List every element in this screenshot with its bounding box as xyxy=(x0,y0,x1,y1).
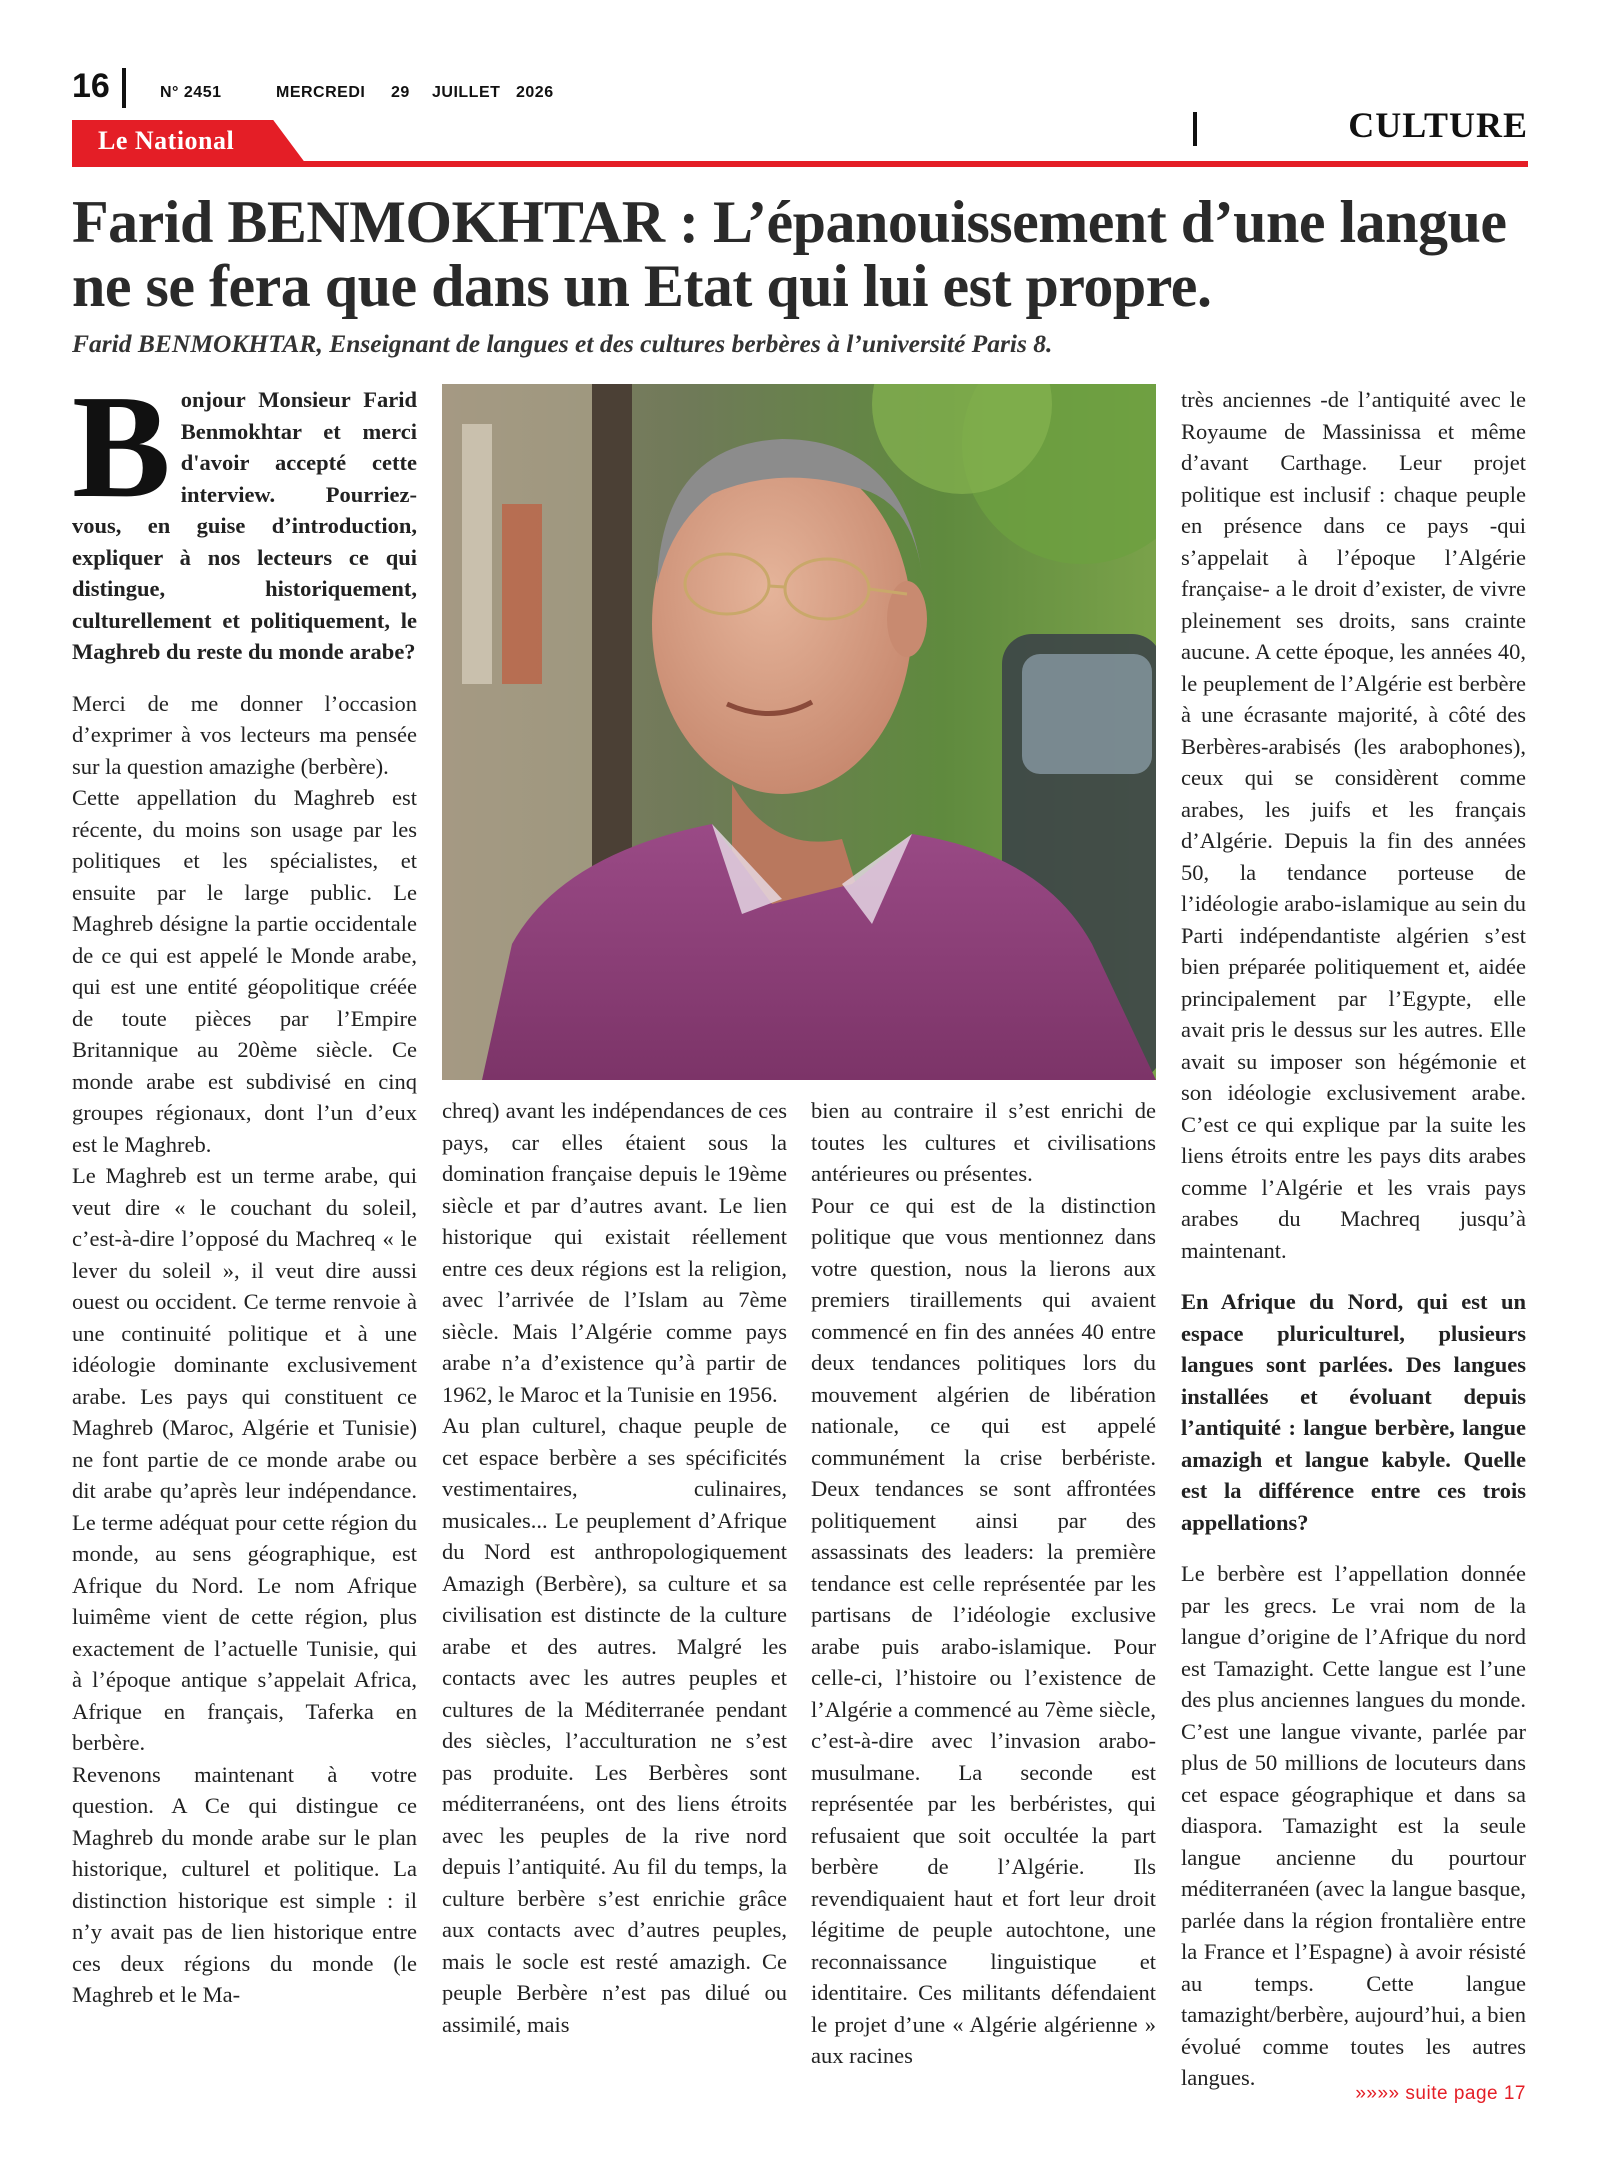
header-rule xyxy=(72,161,1528,167)
column-1 xyxy=(72,365,417,2011)
answer-paragraph: Le berbère est l’appellation donnée par les grecs. Le vrai nom de la langue d’origine de l’Afrique du nord est Tamazight. Cette langue est l’une des plus anciennes langues du monde. C’est une langue vivante, parlée par plus de 50 millions de locuteurs dans cet espace géographique et dans sa diaspora. Tamazight est la seule langue ancienne du pourtour méditerranéen (avec la langue basque, parlée dans la région frontalière entre la France et l’Espagne) à avoir résisté au temps. Cette langue tamazight/berbère, aujourd’hui, a bien évolué comme toutes les autres langues. xyxy=(1181,1561,1526,2090)
date-month: JUILLET xyxy=(432,84,501,101)
question-1 xyxy=(72,365,417,668)
paragraph: Revenons maintenant à votre question. A Ce qui distingue ce Maghreb du monde arabe sur le plan historique, culturel et politique. La distinction historique est simple : il n’y avait pas de lien historique entre ces deux régions du monde (le Maghreb et le Ma- xyxy=(72,1761,417,2007)
date-day-name: MERCREDI xyxy=(276,84,366,101)
brand-name: Le National xyxy=(98,126,235,155)
paragraph: Cette appellation du Maghreb est récente, du moins son usage par les politiques et les spécialistes, et ensuite par le large public. Le Maghreb désigne la partie occidentale de ce qui est appelé le Monde arabe, qui est une entité géopolitique créée de toute pièces par l’Empire Britannique au 20ème siècle. Ce monde arabe est subdivisé en cinq groupes régionaux, dont l’un d’eux est le Maghreb. xyxy=(72,785,417,1157)
paragraph: chreq) avant les indépendances de ces pays, car elles étaient sous la domination française depuis le 19ème siècle et par d’autres avant. Le lien historique qui existait réellement entre ces deux régions est la religion, avec l’arrivée de l’Islam au 7ème siècle. Mais l’Algérie comme pays arabe n’a d’existence qu’à partir de 1962, le Maroc et la Tunisie en 1956. xyxy=(442,1098,787,1407)
column-4 xyxy=(1181,384,1526,2094)
page-number: 16 xyxy=(72,67,110,105)
article-subtitle: Farid BENMOKHTAR, Enseignant de langues et des cultures berbères à l’université Paris 8. xyxy=(72,329,1053,358)
paragraph: Merci de me donner l’occasion d’exprimer à vos lecteurs ma pensée sur la question amazighe (berbère). xyxy=(72,690,417,779)
portrait-illustration xyxy=(442,384,1156,1080)
header-divider xyxy=(122,68,126,108)
section-divider xyxy=(1193,112,1197,146)
paragraph: Le Maghreb est un terme arabe, qui veut dire « le couchant du soleil, c’est-à-dire l’opposé du Machreq « le lever du soleil », il veut dire aussi ouest ou occident. Ce terme renvoie à une continuité politique et à une idéologie dominante exclusivement arabe. Les pays qui constituent ce Maghreb (Maroc, Algérie et Tunisie) ne font partie de ce monde arabe ou dit arabe qu’après leur indépendance. Le terme adéquat pour cette région du monde, au sens géographique, est Afrique du Nord. Le nom Afrique luimême vient de cette région, plus exactement de l’actuelle Tunisie, qui à l’époque antique s’appelait Africa, Afrique en français, Taferka en berbère. xyxy=(72,1163,417,1755)
paragraph: Pour ce qui est de la distinction politique que vous mentionnez dans votre question, nous la lierons aux premiers tiraillements qui avaient commencé en fin des années 40 entre deux tendances politiques lors du mouvement algérien de libération nationale, ce qui est appelé communément la crise berbériste. Deux tendances se sont affrontées politiquement ainsi par des assassinats des leaders: la première tendance est celle représentée par les partisans de l’idéologie exclusive arabe puis arabo-islamique. Pour celle-ci, l’histoire ou l’existence de l’Algérie a commencé au 7ème siècle, c’est-à-dire avec l’invasion arabo-musulmane. La seconde est représentée par les berbéristes, qui refusaient que soit occultée la part berbère de l’Algérie. Ils revendiquaient haut et fort leur droit légitime de peuple autochtone, une reconnaissance linguistique et identitaire. Ces militants défendaient le projet d’une « Algérie algérienne » aux racines xyxy=(811,1192,1156,2068)
article-title: Farid BENMOKHTAR : L’épanouissement d’une langue ne se fera que dans un Etat qui lui est propre. xyxy=(72,189,1507,319)
paragraph: très anciennes -de l’antiquité avec le Royaume de Massinissa et même d’avant Carthage. Leur projet politique est inclusif : chaque peuple en présence dans ce pays -qui s’appelait à l’époque l’Algérie française- a le droit d’exister, de vivre pleinement ses droits, sans crainte aucune. A cette époque, les années 40, le peuplement de l’Algérie est berbère à une écrasante majorité, à côté des Berbères-arabisés (les arabophones), ceux qui se considèrent comme arabes, les juifs et les français d’Algérie. Depuis la fin des années 50, la tendance porteuse de l’idéologie arabo-islamique au sein du Parti indépendantiste algérien s’est bien préparée politiquement et, aidée principalement par l’Egypte, elle avait pris le dessus sur les autres. Elle avait su imposer son hégémonie et son idéologie exclusivement arabe. C’est ce qui explique par la suite les liens étroits entre les pays dits arabes comme l’Algérie et les vrais pays arabes du Machreq jusqu’à maintenant. xyxy=(1181,387,1526,1263)
section-name: CULTURE xyxy=(1348,105,1528,145)
paragraph: bien au contraire il s’est enrichi de toutes les cultures et civilisations antérieures ou présentes. xyxy=(811,1098,1156,1186)
question-2: En Afrique du Nord, qui est un espace pluriculturel, plusieurs langues sont parlées. Des langues installées et évoluant depuis l’antiquité : langue berbère, langue amazigh et langue kabyle. Quelle est la différence entre ces trois appellations? xyxy=(1181,1289,1526,1535)
column-2 xyxy=(442,1095,787,2040)
issue-number: N° 2451 xyxy=(160,84,222,101)
paragraph: Au plan culturel, chaque peuple de cet espace berbère a ses spécificités vestimentaires, culinaires, musicales... Le peuplement d’Afrique du Nord est anthropologiquement Amazigh (Berbère), sa culture et sa civilisation est distincte de la culture arabe et des autres. Malgré les contacts avec les autres peuples et cultures de la Méditerranée pendant des siècles, l’acculturation ne s’est pas produite. Les Berbères sont méditerranéens, ont des liens étroits avec les peuples de la rive nord depuis l’antiquité. Au fil du temps, la culture berbère s’est enrichie grâce aux contacts avec d’autres peuples, mais le socle est resté amazigh. Ce peuple Berbère n’est pas dilué ou assimilé, mais xyxy=(442,1413,787,2037)
date-year: 2026 xyxy=(516,84,554,101)
interviewee-photo xyxy=(442,384,1156,1080)
date-day: 29 xyxy=(391,84,410,101)
question-1-text: onjour Monsieur Farid Benmokhtar et merci d'avoir accepté cette interview. Pourriez-vous, en guise d’introduction, expliquer à nos lecteurs ce qui distingue, historiquement, culturellement et politiquement, le Maghreb du reste du monde arabe? xyxy=(72,387,417,664)
column-3 xyxy=(811,1095,1156,2072)
drop-cap: B xyxy=(72,365,171,529)
continued-link[interactable]: »»»» suite page 17 xyxy=(1355,2083,1526,2104)
